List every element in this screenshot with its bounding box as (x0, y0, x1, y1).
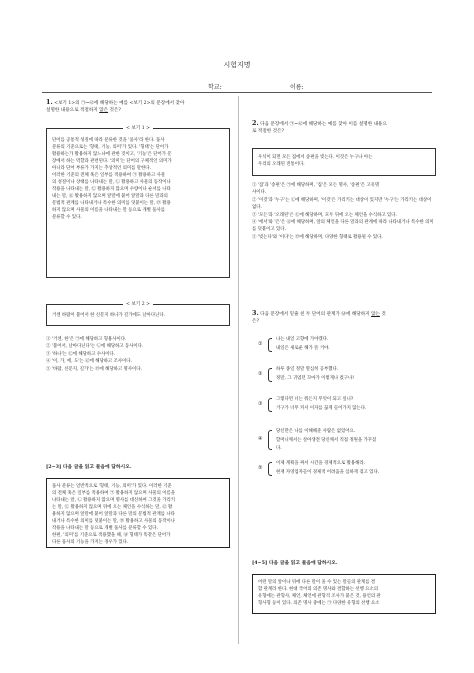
passage-line: 합 관계라 한다. 현대 국어의 의존 명사와 결합하는 선행 요소의 (258, 587, 378, 592)
box1-line: 분류할 수 있다. (52, 215, 82, 220)
box1-line: 작용을 나타내는 말, ㉢ 활용하지 않으며 수량이나 순서를 나타 (52, 187, 171, 192)
question-1-negation: 않은 (99, 108, 109, 114)
passage-2-3-box (46, 478, 230, 548)
brace-icon (268, 430, 272, 450)
answer-option: ④ '에서'와 '은'은 ㉣에 해당하며, 앞의 체언을 다른 말과의 관계에 따라 나타내거나 특수한 의미를 덧붙이고 있다. (252, 220, 434, 233)
answer-option: ② '이것'과 '누구'는 ㉡에 해당하며, '이것'은 가리키는 대상이 있지만 '누구'는 가리키는 대상이 없다. (252, 197, 432, 211)
answer-option: ③ '모든'과 '오래된'은 ㉢에 해당하며, 모두 뒤에 오는 체언을 수식하고 있다. (252, 212, 397, 218)
sentence-a: 그렇다면 너는 뭐든지 무엇이 되고 싶니? (276, 397, 354, 402)
sentence-b: 할머니께서는 살아생전 당신께서 직접 정원을 가꾸셨 (276, 438, 377, 443)
box1-line: 활용하는가 활용하지 않느냐에 관한 것이고, '기능'은 단어가 문 (52, 152, 172, 157)
passage-4-5-header: [4~5] 다음 글을 읽고 물음에 답하시오. (252, 560, 338, 566)
sentence-pair-option (258, 428, 436, 452)
sentence-b: 거구가 너무 커서 이자를 끊게 들어가지 않는다. (276, 406, 367, 411)
passage-line: 품사 분류는 일반적으로 '형태, 기능, 의미'가 있다. 이러한 기준 (52, 484, 172, 489)
sentence-a: 당신만은 나를 이해해준 사람은 없었어요. (276, 429, 356, 434)
column-divider (238, 96, 239, 644)
answer-option: ① '집'과 '송편'은 ㉠에 해당하며, '집'은 모든 명사, '송편'은 고유명 (252, 183, 380, 188)
sentence-b-cont: 다. (276, 446, 282, 451)
answer-option: ⑤ '빚는다'와 '이다'는 ㉤에 해당하며, 다양한 형태로 활용될 수 있다. (252, 234, 383, 240)
sentence-b: 정말, 그 귀엽던 꼬마가 이렇게나 컸구나! (276, 376, 355, 381)
question-1-stem-end: 것은? (108, 108, 121, 114)
sentence-a: 하루 종일 정말 열심히 공부했다. (276, 367, 339, 372)
name-label: 이름: (290, 84, 304, 91)
question-1-options (46, 336, 230, 373)
answer-option: ④ '이, 가, 에, 도'는 ㉣에 해당하고 조사이다. (46, 359, 132, 365)
brace-icon (268, 398, 272, 412)
question-1-box2 (46, 304, 230, 326)
box1-line: 하지 않으며 사물의 이름을 나타내는 말 등으로 개별 품사를 (52, 208, 165, 213)
sentence-pair-option (258, 336, 436, 354)
option-label: ③ (258, 401, 263, 407)
box2-text: 거센 바람이 불어서 한 신문지 하나가 길가에도 날아다닌다. (52, 313, 165, 318)
brace-icon (268, 338, 272, 352)
question-1-stem-line2: 설명한 내용으로 적절하지 (46, 108, 100, 114)
passage-line: 형사형 등이 있다. 의존 명사 중에는 ㉠ 다양한 유형의 선행 요소 (258, 601, 380, 606)
brace-icon (268, 368, 272, 382)
sentence-a: 나는 내일 고향에 가야겠다. (276, 337, 329, 342)
question-1-stem (46, 99, 230, 114)
question-2-stem (252, 120, 436, 135)
question-3-stem-end: 것 (379, 312, 386, 317)
passage-line: 어떤 말의 앞이나 뒤에 다른 말이 올 수 있는 말들의 관계를 결 (258, 580, 376, 585)
option-label: ② (258, 371, 263, 377)
box1-line: 의 성질이나 상태를 나타내는 말, ㉡ 활용하고 사물의 동작이나 (52, 180, 171, 185)
box1-line: 아니라 단어 부류가 가지는 추상적인 의미를 말한다. (52, 166, 151, 171)
box1-line: 문법적 관계를 나타내거나 특수한 의미를 덧붙이는 말, ㉤ 활용 (52, 201, 171, 206)
box2-title-wrap (47, 301, 229, 308)
question-2-stem-line1: 다음 문장에서 ㉠~㉣에 해당하는 예를 찾아 이를 설명한 내용으 (258, 122, 387, 127)
option-label: ④ (258, 436, 263, 442)
passage-line: 작용을 나타내는 말 등으로 개별 품사를 분류할 수 있다. (52, 526, 158, 531)
passage-line: 유형에는 관형사, 체언, 체언에 관형격 조사가 붙은 것, 용언의 관 (258, 594, 381, 599)
sentence-pair-option (258, 396, 436, 414)
question-3-stem-line2: 은? (252, 319, 259, 325)
passage-4-5-box (252, 574, 436, 614)
question-3-number: 3. (252, 309, 259, 317)
option-label: ① (258, 341, 263, 347)
answer-option: ⑤ '바람, 신문지, 길가'는 ㉤에 해당하고 명사이다. (46, 366, 142, 372)
passage-2-3-header: [2~3] 다음 글을 읽고 물음에 답하시오. (46, 464, 132, 470)
box1-line: 내는 말, ㉣ 활용하지 않으며 앞말에 붙어 앞말과 다른 말과의 (52, 194, 168, 199)
question-2-stem-line2: 로 적절한 것은? (252, 129, 285, 135)
question-1-number: 1. (46, 98, 53, 106)
answer-option: ① '거센, 한'은 ㉠에 해당하고 형용사이다. (46, 337, 127, 342)
question-2-number: 2. (252, 119, 259, 127)
box1-line: 장에서 하는 역할과 관련된다. '의미'는 단어의 구체적인 의미가 (52, 159, 172, 164)
option-label: ⑤ (258, 465, 263, 471)
question-1-stem-line1: <보기 1>의 ㉠~㉣에 해당하는 예를 <보기 2>의 문장에서 찾아 (52, 101, 185, 106)
box1-title-wrap (47, 125, 229, 132)
answer-option: 사이다. (252, 190, 267, 196)
passage-line: 의 전체 혹은 일부를 적용하여 ㉠ 활용하지 않으며 사물의 이름을 (52, 491, 175, 496)
sentence-b: 내일은 새로운 해가 뜰 거야. (276, 346, 330, 351)
question-2-box (252, 148, 436, 176)
header-divider (42, 92, 432, 93)
sentence-a: 이제 계획을 짜서 시간을 경제적으로 활용해라. (276, 461, 365, 466)
sentence-pair-option (258, 460, 436, 478)
box1-text (52, 137, 224, 221)
box1-line: 분류의 기준으로는 '형태, 기능, 의미'가 있다. '형태'는 단어가 (52, 145, 169, 150)
question-2-options (252, 182, 436, 241)
box1-title: < 보기 1 > (123, 126, 153, 131)
passage-line: 용하지 않으며 앞말에 붙어 앞말과 다른 말의 문법적 관계를 나타 (52, 512, 175, 517)
question-3-stem-line1: 다음 문장에서 밑줄 친 두 단어의 관계가 ㉥에 해당하지 (258, 312, 372, 317)
box1-line: 이러한 기준의 전체 혹은 일부를 적용하여 ㉠ 활용하고 사물 (52, 173, 166, 178)
passage-line: 나타내는 말, ㉡ 활용하지 않으며 명사를 대신하여 그것을 가리키 (52, 498, 175, 503)
passage-line: 는 말, ㉢ 활용하지 않으며 뒤에 오는 체언을 수식하는 말, ㉣ 활 (52, 505, 173, 510)
school-label: 학교: (208, 84, 222, 91)
sentence-b: 현재 자영업자들이 경제적 어려움을 심하게 겪고 있다. (276, 470, 380, 475)
passage-line: 내거나 특수한 의미를 덧붙이는 말, ㉤ 활용하고 사물의 동작이나 (52, 519, 175, 524)
question-3-negation: 않는 (371, 312, 380, 317)
box-line: 우석이 되면 모든 집에서 송편을 빚는다. 이것은 누구나 아는 (258, 155, 373, 160)
box-line: 우리의 오래된 전통이다. (258, 162, 305, 167)
box2-title: < 보기 2 > (123, 302, 153, 307)
answer-option: ② '불어서, 날아다닌다'는 ㉡에 해당하고 동사이다. (46, 344, 144, 350)
passage-line: 다른 품사의 기능을 가지는 경우가 있다. (52, 540, 129, 545)
question-3-stem (252, 310, 436, 325)
sentence-pair-option (258, 366, 436, 384)
question-1-box1 (46, 128, 230, 278)
passage-line: 한편, '의미'를 기준으로 적용했을 때, ㉥ 형태가 똑같은 단어가 (52, 533, 171, 538)
brace-icon (268, 462, 272, 476)
answer-option: ③ '하나'는 ㉢에 해당하고 수사이다. (46, 351, 116, 357)
exam-title: 시험지명 (223, 61, 251, 69)
box1-line: 단어를 공통적 성질에 따라 분류한 것을 '품사'라 한다. 품사 (52, 138, 165, 143)
